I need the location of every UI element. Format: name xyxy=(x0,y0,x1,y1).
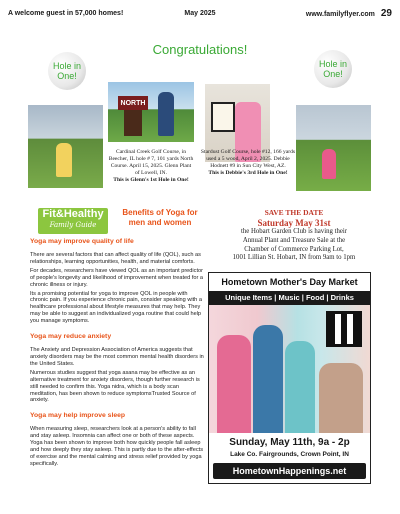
save-the-date: SAVE THE DATE Saturday May 31st the Hobart Garden Club is having their Annual Plant and Treasure Sale at the Chamber of Commerce Parking Lot, 1001 Lillian St. Hobart, IN from 9am to 1pm xyxy=(212,208,376,263)
save-date-heading: SAVE THE DATE xyxy=(264,208,324,217)
yoga-article xyxy=(30,238,204,470)
header-tagline: A welcome guest in 57,000 homes! xyxy=(8,9,124,17)
paragraph: Its a promising potential for yoga to improve QOL in people with chronic pain. If you experience chronic pain, consider speaking with a healthcare professional about lifestyle measures that may help. They may be able to suggest an individualized yoga routine that could help you manage symptoms. xyxy=(30,290,202,325)
header-right xyxy=(264,8,392,19)
caption-debbie-body: Stardust Golf Course, hole #12, 166 yards used a 5 wood, April 2, 2025. Debbie Hodnett #9 in Sun City West, AZ. xyxy=(200,149,296,169)
paragraph: Numerous studies suggest that yoga asana may be effective as an alternative treatment for anxiety disorders, though further research is still needed to confirm this. Yoga nidra, which is a body scan meditation, has been shown to reduce symptomsTrusted Source of anxiety. xyxy=(30,369,200,404)
golf-section xyxy=(0,22,400,190)
hole-in-one-badge-left: Hole in One! xyxy=(48,52,86,90)
section-heading-quality: Yoga may improve quality of life xyxy=(30,238,134,245)
header-date: May 2025 xyxy=(184,9,216,17)
section-heading-sleep: Yoga may help improve sleep xyxy=(30,412,126,420)
market-photo xyxy=(209,305,370,433)
ad-title: Hometown Mother's Day Market xyxy=(221,277,358,287)
golfer-photo-2 xyxy=(108,82,194,142)
paragraph: When measuring sleep, researchers look at a person's ability to fall and stay asleep. Insomnia can affect one or both of these aspects. Yoga has been shown to improve both how quickly people fall asleep and how deeply they stay asleep. This is partly due to the after-effects of exercise and the mental calming and stress relief provided by yoga specifically. xyxy=(30,426,203,467)
course-sign: NORTH xyxy=(118,96,148,110)
paragraph: The Anxiety and Depression Association of America suggests that anxiety disorders may be the most common mental health disorders in the United States. xyxy=(30,347,204,367)
ad-website-link[interactable]: HometownHappenings.net xyxy=(213,463,366,479)
paragraph: For decades, researchers have viewed QOL as an important predictor of people's longevity and likelihood of improvement when treated for a chronic illness or injury. xyxy=(30,267,204,288)
header-website[interactable]: www.familyflyer.com xyxy=(305,10,375,18)
ad-date-time: Sunday, May 11th, 9a - 2p xyxy=(229,437,350,448)
caption-debbie xyxy=(200,149,296,177)
yoga-article-title: Benefits of Yoga for men and women xyxy=(122,208,198,227)
paragraph: There are several factors that can affect quality of life (QOL), such as relationships, learning opportunities, health, and material comforts. xyxy=(30,252,201,265)
ad-location: Lake Co. Fairgrounds, Crown Point, IN xyxy=(230,451,349,458)
save-date-day: Saturday May 31st xyxy=(257,218,331,228)
caption-glenn xyxy=(108,149,194,184)
hole-in-one-badge-right: Hole in One! xyxy=(314,50,352,88)
congrats-heading: Congratulations! xyxy=(152,42,248,57)
qr-code-icon[interactable] xyxy=(326,311,362,347)
section-heading-anxiety: Yoga may reduce anxiety xyxy=(30,333,112,341)
page-number: 29 xyxy=(380,7,392,19)
plaque-image xyxy=(211,102,235,132)
mothers-day-market-ad xyxy=(208,272,371,484)
caption-glenn-body: Cardinal Creek Golf Course, in Beecher, IL hole # 7, 101 yards North Course. April 15, 2025. Glenn Plant of Lowell, IN. xyxy=(108,149,194,176)
golfer-photo-1 xyxy=(28,105,103,188)
golfer-photo-4 xyxy=(296,105,371,191)
ad-features-bar: Unique Items | Music | Food | Drinks xyxy=(209,291,370,305)
fit-healthy-logo: Fit&Healthy Family Guide xyxy=(38,208,108,234)
page-header xyxy=(8,6,392,20)
caption-debbie-note: This is Debbie's 3rd Hole in One! xyxy=(208,170,288,176)
caption-glenn-note: This is Glenn's 1st Hole in One! xyxy=(113,177,189,183)
